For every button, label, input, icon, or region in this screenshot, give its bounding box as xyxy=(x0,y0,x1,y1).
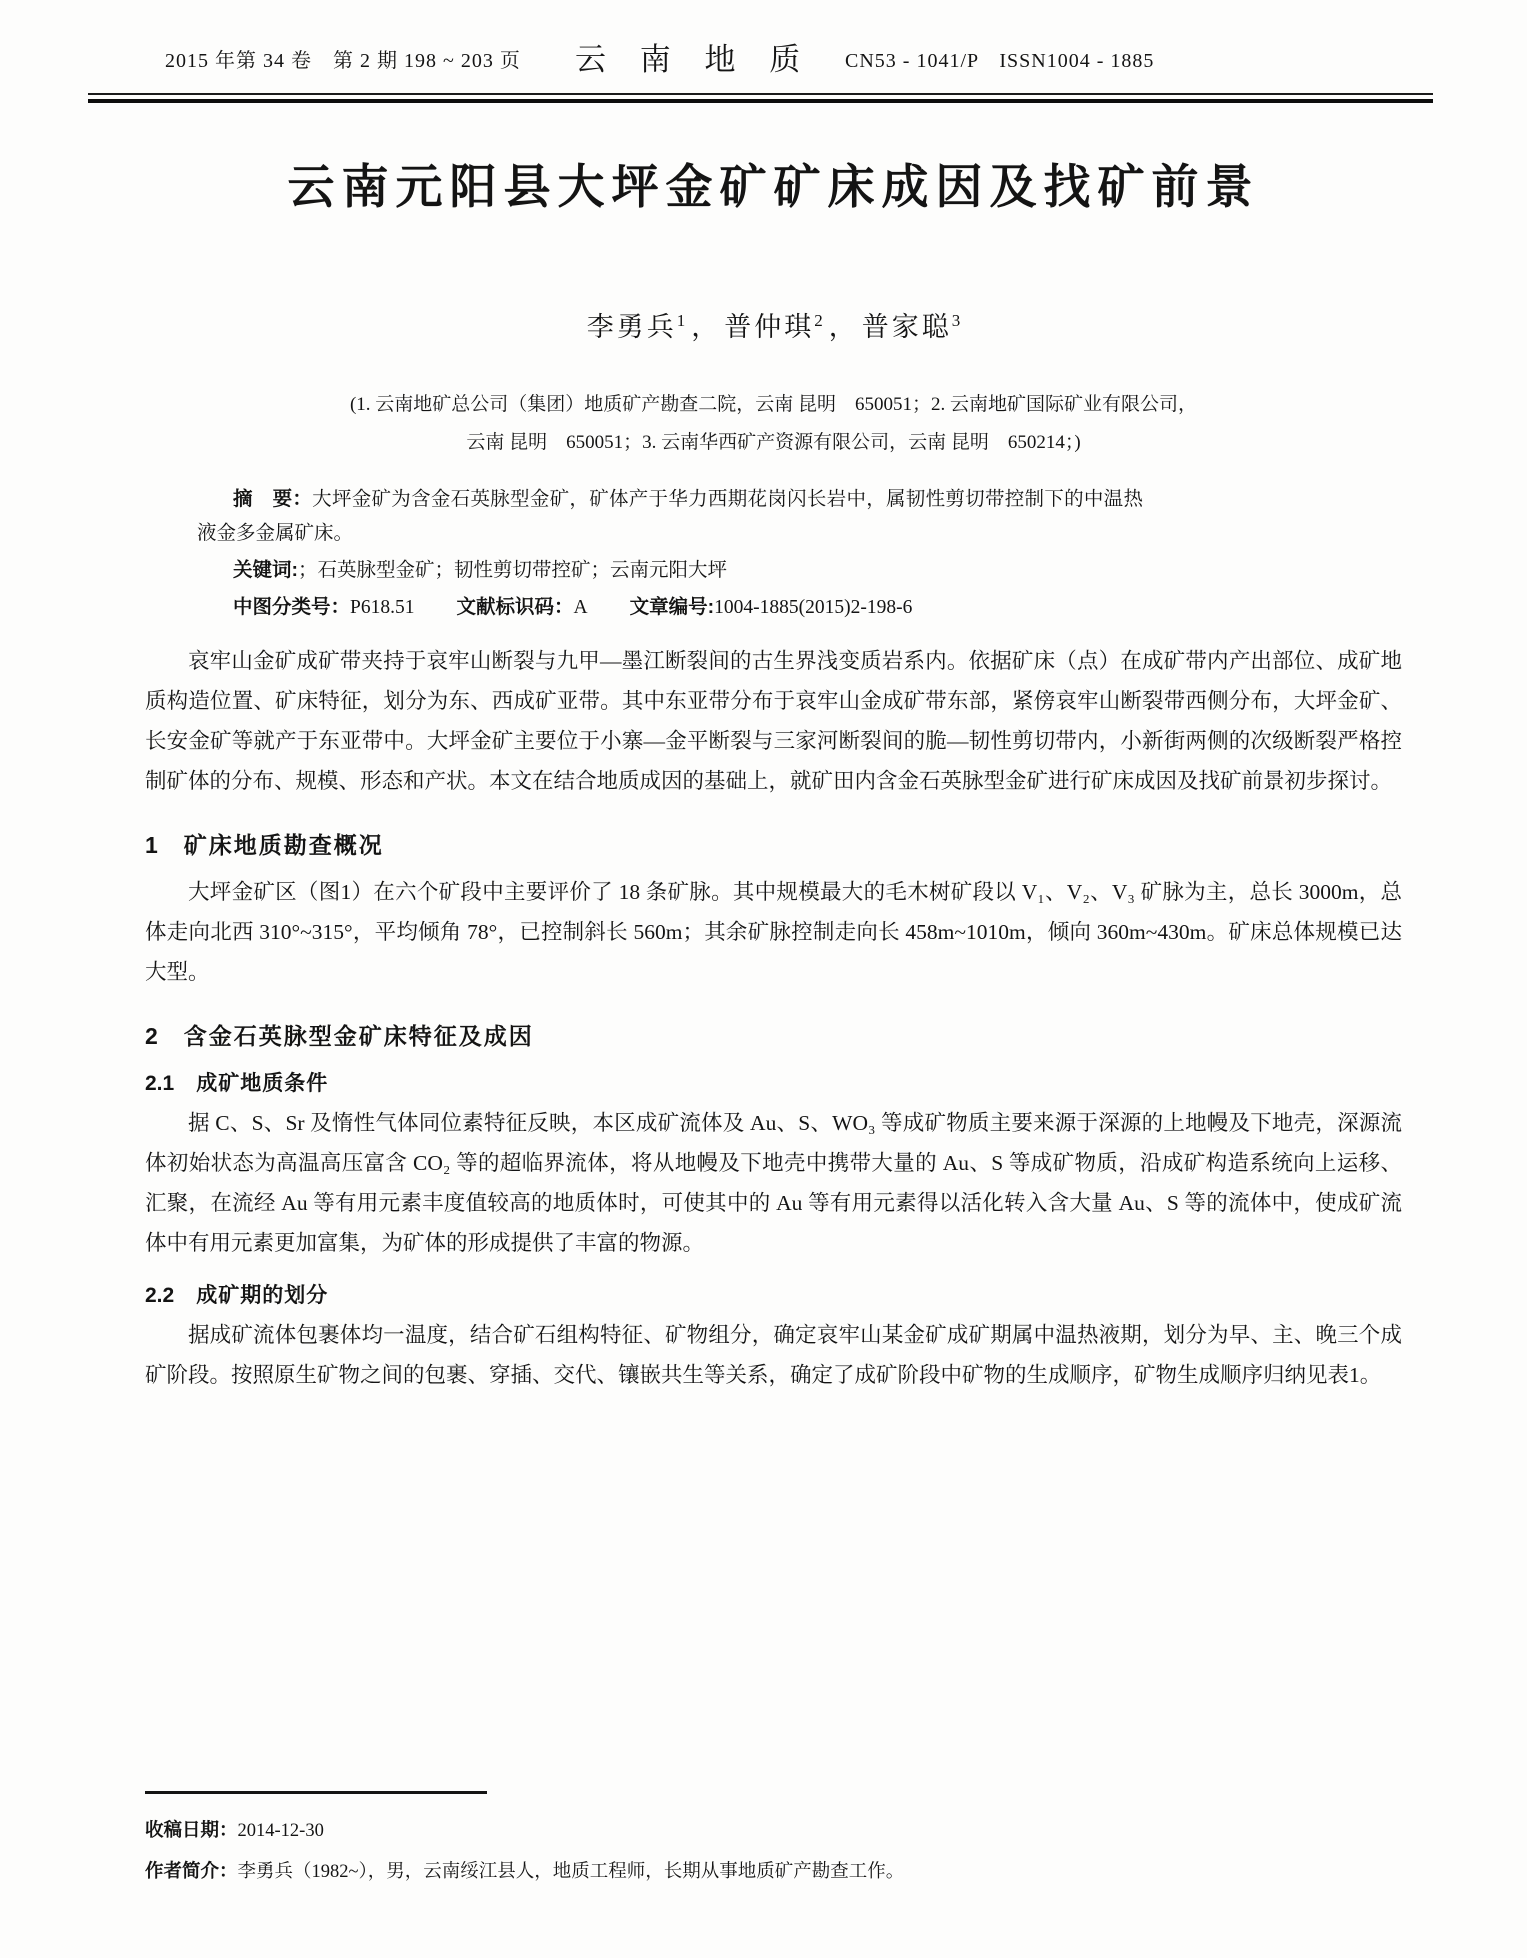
section-2-heading xyxy=(145,1018,1402,1051)
journal-name: 云 南 地 质 xyxy=(575,42,814,77)
article-id-group xyxy=(630,597,913,618)
author-bio-label: 作者简介： xyxy=(145,1860,238,1881)
header-double-rule xyxy=(88,93,1433,103)
header-rule-thick xyxy=(88,99,1433,103)
section-1-heading xyxy=(145,827,1402,860)
received-date-line xyxy=(145,1810,1402,1851)
abstract-block xyxy=(197,482,1143,625)
doc-code-group xyxy=(457,597,588,618)
section-2-number: 2 xyxy=(145,1023,158,1049)
section-2-2-heading xyxy=(145,1279,1402,1309)
section-1-paragraph: 大坪金矿区（图1）在六个矿段中主要评价了 18 条矿脉。其中规模最大的毛木树矿段以 V₁、V₂、V₃ 矿脉为主，总长 3000m，总体走向北西 310°~315°，平均倾角 78°，已控制斜长 560m；其余矿脉控制走向长 458m~1010m，倾向 360m~430m。矿床总体规模已达大型。 xyxy=(145,880,1402,984)
author-separator: ， xyxy=(691,312,719,342)
doc-code-label: 文献标识码： xyxy=(456,596,574,618)
author-3-affil-sup: 3 xyxy=(951,311,961,330)
keywords-label: 关键词: xyxy=(233,559,298,581)
author-2-affil-sup: 2 xyxy=(814,311,823,330)
authors-line xyxy=(145,305,1402,344)
affiliations xyxy=(145,386,1402,462)
article-content xyxy=(145,150,1402,1395)
keywords-text: ；石英脉型金矿；韧性剪切带控矿；云南元阳大坪 xyxy=(298,560,728,581)
article-title: 云南元阳县大坪金矿矿床成因及找矿前景 xyxy=(287,162,1260,214)
author-bio-line xyxy=(145,1851,1402,1892)
classification-line xyxy=(197,590,1143,625)
section-2-2-number: 2.2 xyxy=(145,1284,175,1307)
affiliation-line-1: (1. 云南地矿总公司（集团）地质矿产勘查二院，云南 昆明 650051；2. 云南地矿国际矿业有限公司， xyxy=(349,394,1198,415)
author-separator: ， xyxy=(828,312,856,342)
section-2-title: 含金石英脉型金矿床特征及成因 xyxy=(183,1023,534,1049)
doc-code-value: A xyxy=(573,597,588,618)
clc-label: 中图分类号： xyxy=(233,596,351,618)
section-2-1-heading xyxy=(145,1067,1402,1097)
received-date-value: 2014-12-30 xyxy=(237,1821,324,1841)
clc-group xyxy=(233,597,415,618)
author-2: 普仲琪$^2$ xyxy=(724,311,823,342)
section-1-number: 1 xyxy=(145,832,158,858)
author-1-affil-sup: 1 xyxy=(676,311,686,330)
author-bio-value: 李勇兵（1982~），男，云南绥江县人，地质工程师，长期从事地质矿产勘查工作。 xyxy=(237,1862,905,1882)
clc-value: P618.51 xyxy=(350,597,415,618)
footnote-block xyxy=(145,1791,1402,1892)
author-1: 李勇兵$^1$ xyxy=(586,311,686,342)
section-2-1-number: 2.1 xyxy=(145,1072,175,1095)
section-1-title: 矿床地质勘查概况 xyxy=(183,832,384,858)
section-2-2-paragraph: 据成矿流体包裹体均一温度，结合矿石组构特征、矿物组分，确定哀牢山某金矿成矿期属中温热液期，划分为早、主、晚三个成矿阶段。按照原生矿物之间的包裹、穿插、交代、镶嵌共生等关系，确定了成矿阶段中矿物的生成顺序，矿物生成顺序归纳见表1。 xyxy=(145,1323,1402,1387)
abstract-label: 摘 要： xyxy=(233,488,313,510)
section-2-1-title: 成矿地质条件 xyxy=(196,1072,329,1095)
author-3: 普家聪$^3$ xyxy=(861,311,961,342)
keywords-line xyxy=(197,553,1143,588)
abstract-text: 大坪金矿为含金石英脉型金矿，矿体产于华力西期花岗闪长岩中，属韧性剪切带控制下的中温热液金多金属矿床。 xyxy=(197,489,1143,544)
journal-header xyxy=(0,0,1527,96)
intro-paragraph: 哀牢山金矿成矿带夹持于哀牢山断裂与九甲—墨江断裂间的古生界浅变质岩系内。依据矿床（点）在成矿带内产出部位、成矿地质构造位置、矿床特征，划分为东、西成矿亚带。其中东亚带分布于哀牢山金成矿带东部，紧傍哀牢山断裂带西侧分布，大坪金矿、长安金矿等就产于东亚带中。大坪金矿主要位于小寨—金平断裂与三家河断裂间的脆—韧性剪切带内，小新街两侧的次级断裂严格控制矿体的分布、规模、形态和产状。本文在结合地质成因的基础上，就矿田内含金石英脉型金矿进行矿床成因及找矿前景初步探讨。 xyxy=(145,649,1402,793)
section-2-1-paragraph: 据 C、S、Sr 及惰性气体同位素特征反映，本区成矿流体及 Au、S、WO₃ 等成矿物质主要来源于深源的上地幔及下地壳，深源流体初始状态为高温高压富含 CO₂ 等的超临界流体，将从地幔及下地壳中携带大量的 Au、S 等成矿物质，沿成矿构造系统向上运移、汇聚，在流经 Au 等有用元素丰度值较高的地质体时，可使其中的 Au 等有用元素得以活化转入含大量 Au、S 等的流体中，使成矿流体中有用元素更加富集，为矿体的形成提供了丰富的物源。 xyxy=(145,1111,1402,1255)
footnote-rule xyxy=(145,1791,487,1794)
header-issn: CN53 - 1041/P ISSN1004 - 1885 xyxy=(845,50,1155,72)
article-id-label: 文章编号: xyxy=(629,596,715,618)
received-date-label: 收稿日期： xyxy=(145,1819,238,1840)
abstract-paragraph xyxy=(197,482,1143,551)
affiliation-line-2: 云南 昆明 650051；3. 云南华西矿产资源有限公司，云南 昆明 650214；) xyxy=(466,432,1081,453)
section-2-2-title: 成矿期的划分 xyxy=(196,1284,329,1307)
article-id-value: 1004-1885(2015)2-198-6 xyxy=(714,597,913,618)
header-issue-info: 2015 年第 34 卷 第 2 期 198 ~ 203 页 xyxy=(165,50,521,72)
